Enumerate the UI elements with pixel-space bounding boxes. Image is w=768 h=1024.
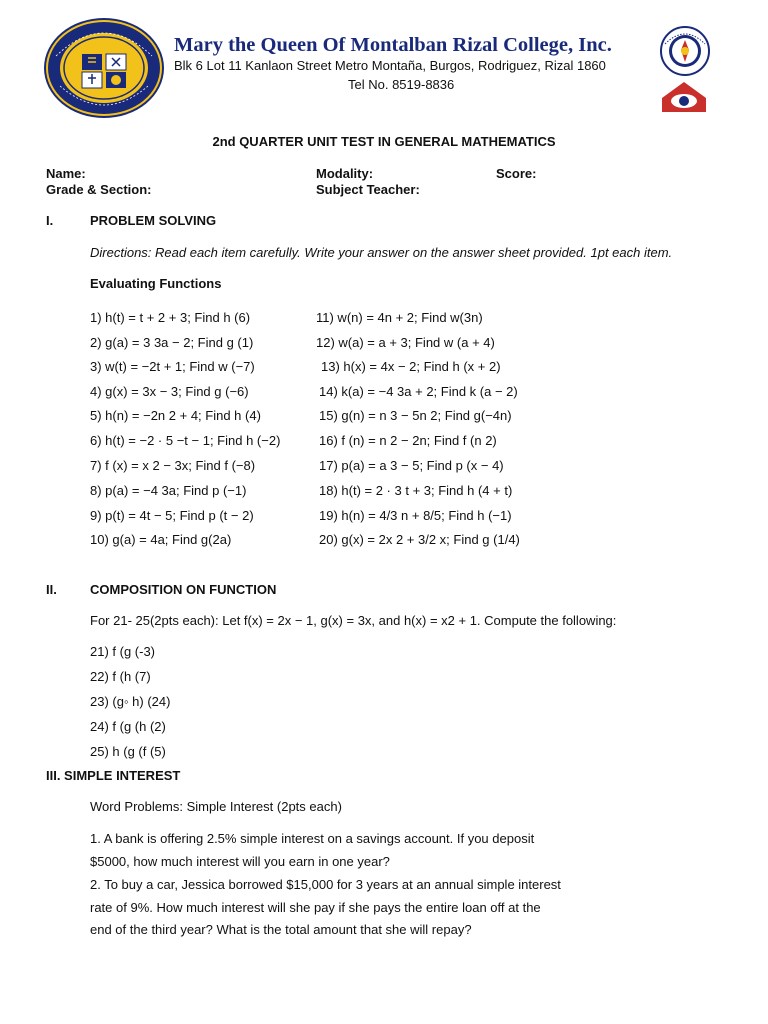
list-item: 3) w(t) = −2t + 1; Find w (−7)	[90, 359, 255, 374]
list-item: 2) g(a) = 3 3a − 2; Find g (1)	[90, 335, 254, 350]
list-item: 5) h(n) = −2n 2 + 4; Find h (4)	[90, 408, 261, 423]
college-telephone: Tel No. 8519-8836	[348, 77, 455, 92]
college-address: Blk 6 Lot 11 Kanlaon Street Metro Montaña, Burgos, Rodriguez, Rizal 1860	[174, 58, 606, 73]
part2-title: COMPOSITION ON FUNCTION	[90, 582, 277, 597]
list-item: 15) g(n) = n 3 − 5n 2; Find g(−4n)	[319, 408, 512, 423]
list-item: 13) h(x) = 4x − 2; Find h (x + 2)	[321, 359, 501, 374]
list-item: 21) f (g (-3)	[90, 644, 156, 659]
list-item: 14) k(a) = −4 3a + 2; Find k (a − 2)	[319, 384, 518, 399]
part2-numeral: II.	[46, 582, 57, 597]
grade-section-label: Grade & Section:	[46, 182, 152, 197]
problem-line: 1. A bank is offering 2.5% simple interest on a savings account. If you deposit	[90, 831, 535, 846]
list-item: 7) f (x) = x 2 − 3x; Find f (−8)	[90, 458, 256, 473]
list-item: 12) w(a) = a + 3; Find w (a + 4)	[316, 335, 495, 350]
problem-line: 2. To buy a car, Jessica borrowed $15,000 for 3 years at an annual simple interest	[90, 877, 561, 892]
score-label: Score:	[496, 166, 537, 181]
list-item: 25) h (g (f (5)	[90, 744, 166, 759]
list-item: 11) w(n) = 4n + 2; Find w(3n)	[316, 310, 483, 325]
list-item: 1) h(t) = t + 2 + 3; Find h (6)	[90, 310, 251, 325]
list-item: 23) (g◦ h) (24)	[90, 694, 171, 709]
list-item: 24) f (g (h (2)	[90, 719, 166, 734]
list-item: 10) g(a) = 4a; Find g(2a)	[90, 532, 232, 547]
problem-line: $5000, how much interest will you earn in one year?	[90, 854, 390, 869]
deped-seal-logo	[656, 26, 714, 76]
list-item: 9) p(t) = 4t − 5; Find p (t − 2)	[90, 508, 254, 523]
list-item: 19) h(n) = 4/3 n + 8/5; Find h (−1)	[319, 508, 512, 523]
part1-directions: Directions: Read each item carefully. Write your answer on the answer sheet provided. 1pt each item.	[90, 245, 673, 260]
part1-title: PROBLEM SOLVING	[90, 213, 217, 228]
list-item: 18) h(t) = 2 · 3 t + 3; Find h (4 + t)	[319, 483, 513, 498]
list-item: 8) p(a) = −4 3a; Find p (−1)	[90, 483, 247, 498]
list-item: 17) p(a) = a 3 − 5; Find p (x − 4)	[319, 458, 504, 473]
list-item: 20) g(x) = 2x 2 + 3/2 x; Find g (1/4)	[319, 532, 520, 547]
exam-title: 2nd QUARTER UNIT TEST IN GENERAL MATHEMATICS	[212, 134, 556, 149]
part2-instruction: For 21- 25(2pts each): Let f(x) = 2x − 1, g(x) = 3x, and h(x) = x2 + 1. Compute the following:	[90, 613, 617, 628]
house-emblem-logo	[658, 78, 710, 114]
list-item: 4) g(x) = 3x − 3; Find g (−6)	[90, 384, 249, 399]
part3-title: III. SIMPLE INTEREST	[46, 768, 181, 783]
list-item: 16) f (n) = n 2 − 2n; Find f (n 2)	[319, 433, 497, 448]
list-item: 22) f (h (7)	[90, 669, 151, 684]
part3-subtitle: Word Problems: Simple Interest (2pts each)	[90, 799, 342, 814]
name-label: Name:	[46, 166, 86, 181]
problem-line: rate of 9%. How much interest will she pay if she pays the entire loan off at the	[90, 900, 541, 915]
modality-label: Modality:	[316, 166, 374, 181]
subject-teacher-label: Subject Teacher:	[316, 182, 420, 197]
part1-numeral: I.	[46, 213, 54, 228]
college-name: Mary the Queen Of Montalban Rizal College, Inc.	[174, 34, 612, 56]
list-item: 6) h(t) = −2 · 5 −t − 1; Find h (−2)	[90, 433, 281, 448]
part1-subtitle: Evaluating Functions	[90, 276, 222, 291]
college-seal-logo	[42, 16, 166, 120]
problem-line: end of the third year? What is the total amount that she will repay?	[90, 922, 472, 937]
